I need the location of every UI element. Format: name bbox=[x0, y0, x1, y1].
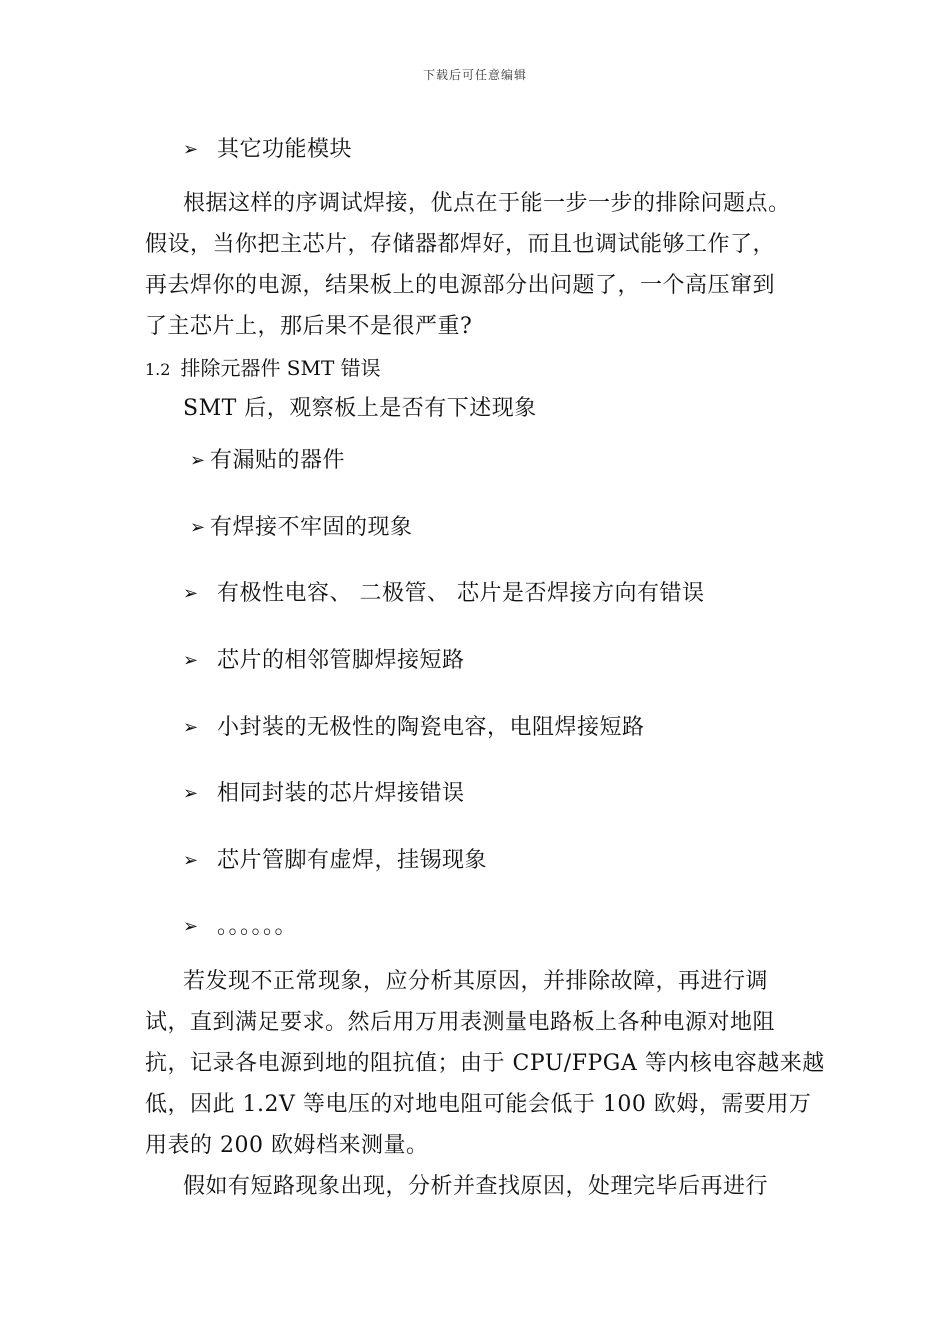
paragraph-line: 试，直到满足要求。然后用万用表测量电路板上各种电源对地阻 bbox=[145, 1010, 776, 1035]
page-header: 下载后可任意编辑 bbox=[422, 68, 527, 82]
section-number: 1.2 bbox=[145, 360, 171, 379]
paragraph-line: 再去焊你的电源，结果板上的电源部分出问题了，一个高压窜到 bbox=[145, 273, 776, 298]
paragraph-line: 根据这样的序调试焊接，优点在于能一步一步的排除问题点。 bbox=[183, 191, 791, 216]
intro-line: SMT 后，观察板上是否有下述现象 bbox=[183, 396, 537, 421]
list-item bbox=[183, 780, 465, 808]
list-item-text: 有漏贴的器件 bbox=[210, 448, 346, 473]
paragraph-line: 假设，当你把主芯片，存储器都焊好，而且也调试能够工作了， bbox=[145, 232, 776, 257]
arrow-bullet-icon: ➢ bbox=[183, 717, 199, 738]
list-item-text: 小封装的无极性的陶瓷电容，电阻焊接短路 bbox=[217, 715, 645, 740]
list-item bbox=[190, 514, 413, 542]
arrow-bullet-icon: ➢ bbox=[190, 450, 206, 471]
list-item-text: 其它功能模块 bbox=[217, 137, 353, 162]
list-item bbox=[183, 647, 465, 675]
list-item bbox=[190, 447, 345, 475]
arrow-bullet-icon: ➢ bbox=[183, 650, 199, 671]
list-item-text: 有焊接不牢固的现象 bbox=[210, 515, 413, 540]
paragraph-line: 假如有短路现象出现，分析并查找原因，处理完毕后再进行 bbox=[183, 1174, 769, 1199]
paragraph-line: 低，因此 1.2V 等电压的对地电阻可能会低于 100 欧姆，需要用万 bbox=[145, 1092, 812, 1117]
list-item-text: 。。。。。。 bbox=[217, 914, 298, 939]
list-item-text: 芯片的相邻管脚焊接短路 bbox=[217, 648, 465, 673]
list-item bbox=[183, 913, 297, 941]
paragraph-line: 用表的 200 欧姆档来测量。 bbox=[145, 1133, 429, 1158]
arrow-bullet-icon: ➢ bbox=[190, 517, 206, 538]
list-item bbox=[183, 714, 645, 742]
arrow-bullet-icon: ➢ bbox=[183, 583, 199, 604]
paragraph-line: 若发现不正常现象，应分析其原因，并排除故障，再进行调 bbox=[183, 969, 769, 994]
arrow-bullet-icon: ➢ bbox=[183, 783, 199, 804]
list-item bbox=[183, 580, 705, 608]
list-item bbox=[183, 847, 487, 875]
paragraph-line: 抗，记录各电源到地的阻抗值；由于 CPU/FPGA 等内核电容越来越 bbox=[145, 1051, 825, 1076]
arrow-bullet-icon: ➢ bbox=[183, 916, 199, 937]
section-title: 排除元器件 SMT 错误 bbox=[180, 356, 381, 380]
paragraph-line: 了主芯片上，那后果不是很严重? bbox=[145, 314, 473, 339]
list-item-text: 有极性电容、 二极管、 芯片是否焊接方向有错误 bbox=[217, 581, 705, 606]
list-item bbox=[183, 136, 352, 164]
list-item-text: 相同封装的芯片焊接错误 bbox=[217, 781, 465, 806]
arrow-bullet-icon: ➢ bbox=[183, 139, 199, 160]
arrow-bullet-icon: ➢ bbox=[183, 850, 199, 871]
section-heading bbox=[145, 355, 381, 383]
list-item-text: 芯片管脚有虚焊，挂锡现象 bbox=[217, 848, 488, 873]
